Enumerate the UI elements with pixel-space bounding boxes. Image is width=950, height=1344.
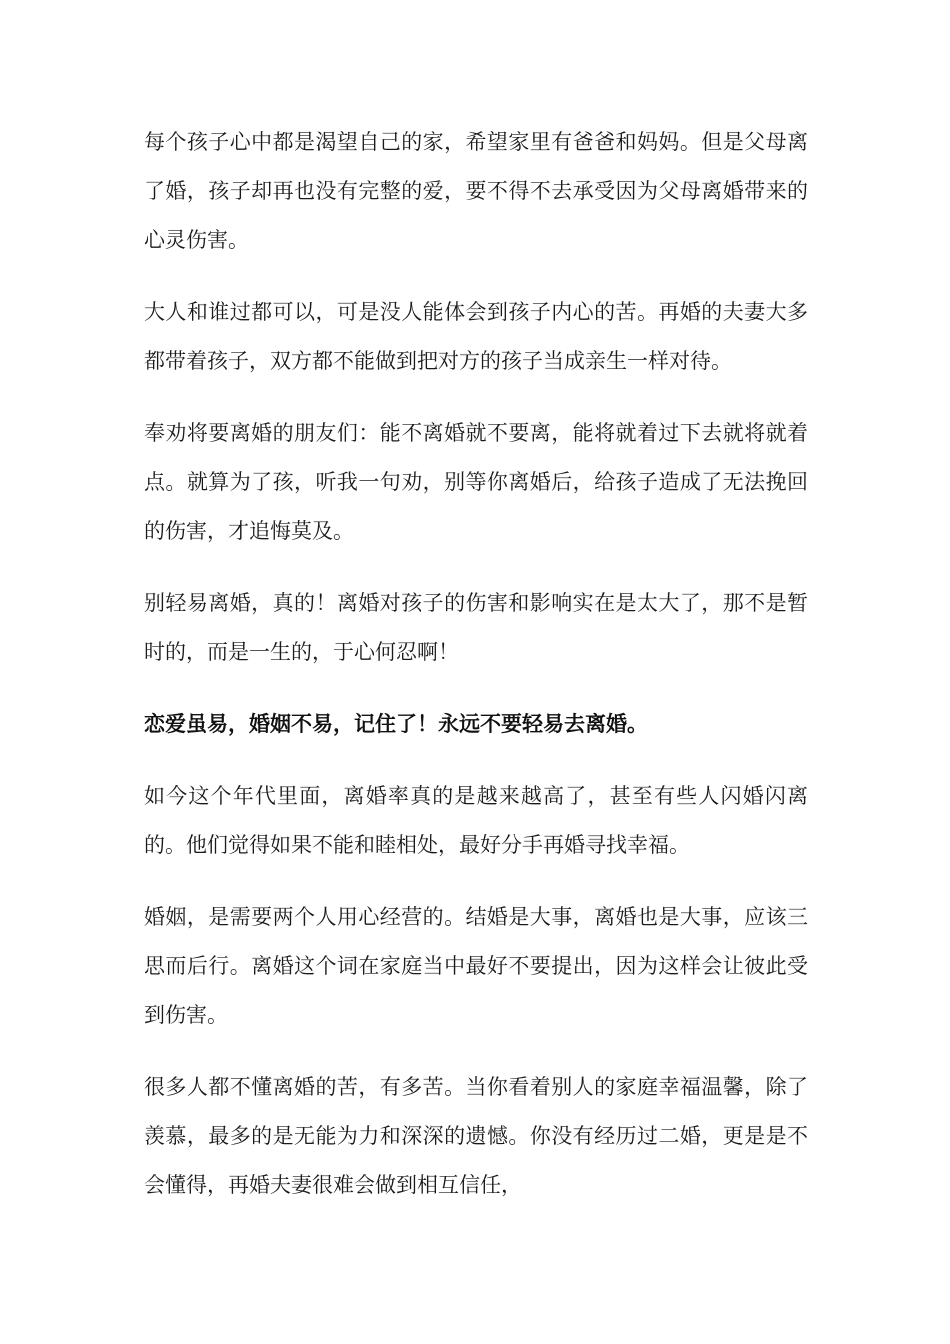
paragraph-4: 别轻易离婚，真的！离婚对孩子的伤害和影响实在是太大了，那不是暂时的，而是一生的，于心何忍啊！ [144,591,808,664]
paragraph-6: 如今这个年代里面，离婚率真的是越来越高了，甚至有些人闪婚闪离的。他们觉得如果不能和睦相处，最好分手再婚寻找幸福。 [144,784,808,857]
paragraph-7: 婚姻，是需要两个人用心经营的。结婚是大事，离婚也是大事，应该三思而后行。离婚这个词在家庭当中最好不要提出，因为这样会让彼此受到伤害。 [144,905,808,1027]
paragraph-5-emphasis: 恋爱虽易，婚姻不易，记住了！永远不要轻易去离婚。 [144,712,648,736]
paragraph-1: 每个孩子心中都是渴望自己的家，希望家里有爸爸和妈妈。但是父母离了婚，孩子却再也没有完整的爱，要不得不去承受因为父母离婚带来的心灵伤害。 [144,130,808,252]
paragraph-8: 很多人都不懂离婚的苦，有多苦。当你看着别人的家庭幸福温馨，除了羡慕，最多的是无能为力和深深的遗憾。你没有经历过二婚，更是是不会懂得，再婚夫妻很难会做到相互信任， [144,1075,808,1197]
paragraph-2: 大人和谁过都可以，可是没人能体会到孩子内心的苦。再婚的夫妻大多都带着孩子，双方都不能做到把对方的孩子当成亲生一样对待。 [144,300,808,373]
paragraph-3: 奉劝将要离婚的朋友们：能不离婚就不要离，能将就着过下去就将就着点。就算为了孩，听我一句劝，别等你离婚后，给孩子造成了无法挽回的伤害，才追悔莫及。 [144,421,808,543]
document-body [144,118,808,1233]
